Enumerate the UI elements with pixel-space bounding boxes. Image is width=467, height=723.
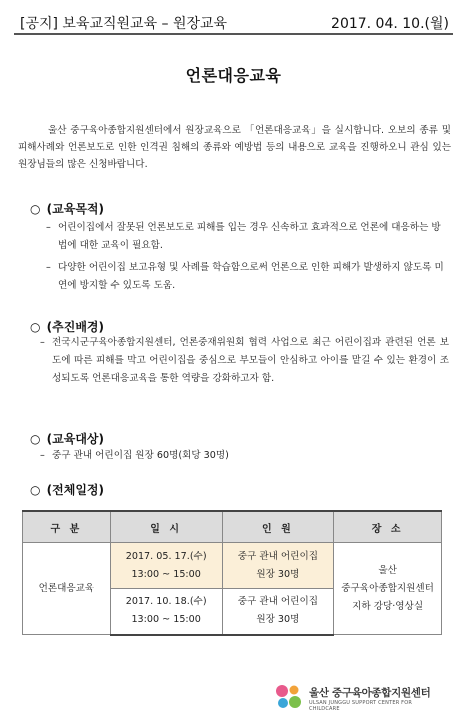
list-item (46, 219, 445, 255)
purpose-bullet-2: 다양한 어린이집 보고유형 및 사례를 학습함으로써 언론으로 인한 피해가 발생하지 않도록 미연에 방지할 수 있도록 도움. (58, 262, 444, 291)
list-item (46, 259, 445, 295)
logo-dot-icon (290, 686, 299, 695)
people-cell (222, 589, 334, 635)
people-line-1: 중구 관내 어린이집 (237, 596, 318, 608)
header-category: 구 분 (23, 511, 111, 543)
notice-title: [공지] 보육교직원교육 – 원장교육 (20, 16, 228, 32)
logo-name: 울산 중구육아종합지원센터 (309, 687, 431, 699)
table-row (23, 543, 442, 589)
section-target-title: (교육대상) (46, 432, 105, 446)
session-date: 2017. 10. 18.(수) (125, 596, 207, 608)
session-date: 2017. 05. 17.(수) (125, 550, 207, 562)
section-background-heading (30, 318, 104, 335)
people-line-2: 원장 30명 (256, 614, 300, 626)
section-purpose-title: (교육목적) (46, 202, 105, 216)
list-item (40, 334, 449, 388)
section-schedule-title: (전체일정) (46, 483, 105, 497)
section-target-list (40, 447, 449, 465)
people-line-2: 원장 30명 (256, 568, 300, 580)
circle-bullet-icon: ○ (30, 483, 41, 497)
header-place: 장 소 (334, 511, 442, 543)
intro-paragraph (18, 122, 451, 173)
intro-text: 울산 중구육아종합지원센터에서 원장교육으로 「언론대응교육」을 실시합니다. 오보의 종류 및 피해사례와 언론보도로 인한 인격권 침해의 종류와 예방법 등의 내용으로 교육을 진행하오니 관심 있는 원장님들의 많은 신청바랍니다. (18, 125, 451, 170)
background-bullet-1: 전국시군구육아종합지원센터, 언론중재위원회 협력 사업으로 최근 어린이집과 관련된 언론 보도에 따른 피해를 막고 어린이집을 중심으로 부모들이 안심하고 아이를 맡길 수 있는 환경이 조성되도록 언론대응교육을 통한 역량을 강화하고자 함. (52, 337, 449, 384)
table-header-row (23, 511, 442, 543)
datetime-cell (110, 589, 222, 635)
section-purpose-heading (30, 200, 104, 217)
circle-bullet-icon: ○ (30, 320, 41, 334)
logo-dot-icon (276, 685, 288, 697)
people-line-1: 중구 관내 어린이집 (237, 550, 318, 562)
dash-icon: – (46, 262, 51, 273)
circle-bullet-icon: ○ (30, 432, 41, 446)
dash-icon: – (40, 450, 45, 461)
header-divider (14, 33, 453, 35)
place-line-1: 울산 (378, 564, 397, 576)
circle-bullet-icon: ○ (30, 202, 41, 216)
people-cell (222, 543, 334, 589)
notice-date: 2017. 04. 10.(월) (331, 16, 449, 32)
center-logo-icon (273, 683, 305, 711)
header-people: 인 원 (222, 511, 334, 543)
schedule-table (22, 510, 442, 636)
place-line-2: 중구육아종합지원센터 (341, 582, 434, 594)
dash-icon: – (46, 222, 51, 233)
header-datetime: 일 시 (110, 511, 222, 543)
section-background-title: (추진배경) (46, 320, 105, 334)
target-bullet-1: 중구 관내 어린이집 원장 60명(회당 30명) (52, 450, 229, 461)
section-target-heading (30, 430, 104, 447)
logo-subtitle: ULSAN JUNGGU SUPPORT CENTER FOR CHILDCARE (309, 700, 413, 712)
section-purpose-list (46, 219, 445, 295)
purpose-bullet-1: 어린이집에서 잘못된 언론보도로 피해를 입는 경우 신속하고 효과적으로 언론에 대응하는 방법에 대한 교육이 필요함. (58, 222, 441, 251)
logo-dot-icon (289, 696, 301, 708)
session-time: 13:00 ~ 15:00 (131, 568, 201, 580)
page-title: 언론대응교육 (185, 66, 282, 85)
place-cell (334, 543, 442, 635)
list-item (40, 447, 449, 465)
dash-icon: – (40, 337, 45, 348)
section-schedule-heading (30, 481, 104, 498)
datetime-cell (110, 543, 222, 589)
category-cell: 언론대응교육 (23, 543, 111, 635)
section-background-list (40, 334, 449, 388)
notice-header (14, 10, 453, 30)
place-line-3: 지하 강당·영상실 (352, 600, 424, 612)
session-time: 13:00 ~ 15:00 (131, 614, 201, 626)
logo-dot-icon (278, 698, 288, 708)
center-logo (273, 683, 443, 711)
